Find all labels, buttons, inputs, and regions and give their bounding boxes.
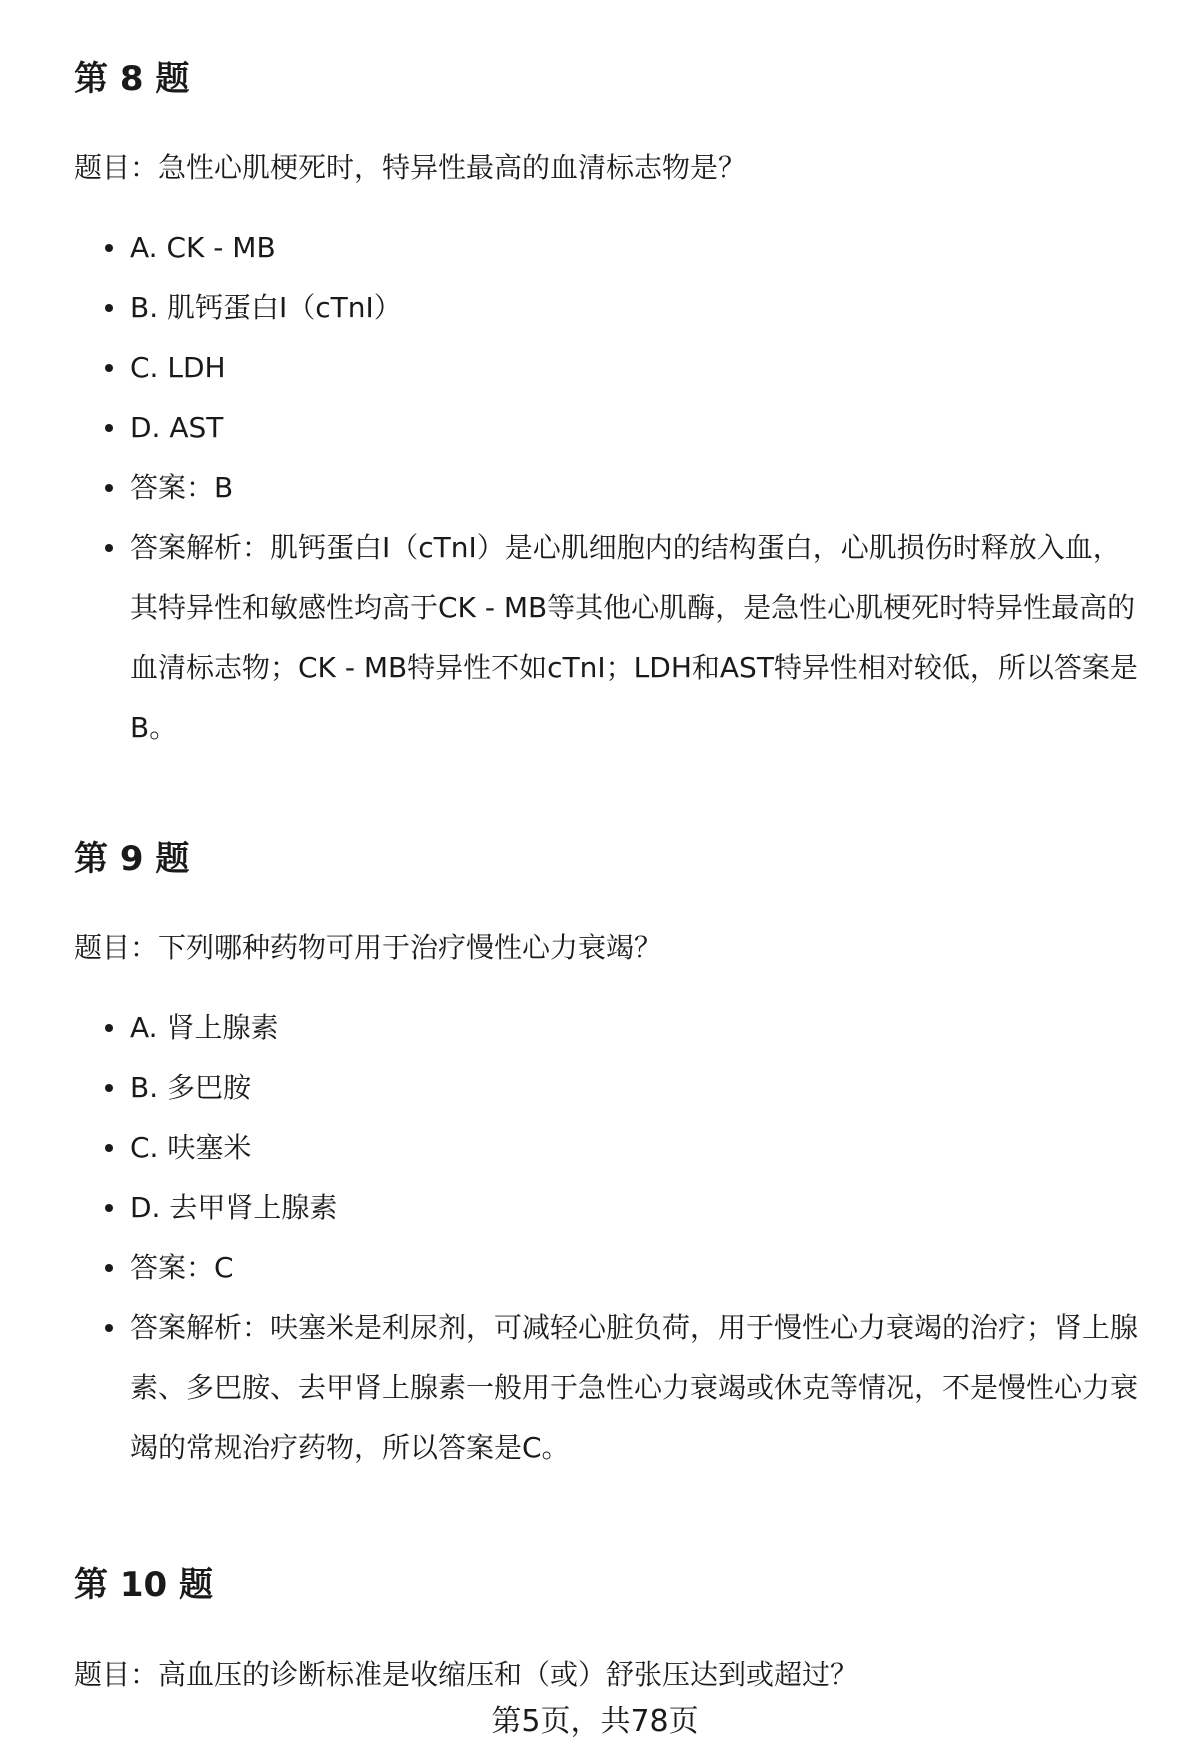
question-8-stem: 题目：急性心肌梗死时，特异性最高的血清标志物是？ bbox=[74, 151, 747, 184]
answer: 答案：B bbox=[0, 458, 1190, 518]
option-c: C. 呋塞米 bbox=[0, 1118, 1190, 1178]
option-a: A. 肾上腺素 bbox=[0, 998, 1190, 1058]
question-9-title: 第 9 题 bbox=[74, 839, 190, 879]
page-number-footer: 第5页，共78页 bbox=[491, 1704, 699, 1739]
option-d: D. 去甲肾上腺素 bbox=[0, 1178, 1190, 1238]
question-10-stem: 题目：高血压的诊断标准是收缩压和（或）舒张压达到或超过？ bbox=[74, 1658, 859, 1691]
answer-explanation: 答案解析：肌钙蛋白I（cTnI）是心肌细胞内的结构蛋白，心肌损伤时释放入血，其特异性和敏感性均高于CK - MB等其他心肌酶，是急性心肌梗死时特异性最高的血清标志物；CK - MB特异性不如cTnI；LDH和AST特异性相对较低，所以答案是B。 bbox=[0, 518, 1190, 758]
option-a: A. CK - MB bbox=[0, 218, 1190, 278]
question-9-options bbox=[0, 998, 1190, 1478]
option-d: D. AST bbox=[0, 398, 1190, 458]
option-b: B. 肌钙蛋白I（cTnI） bbox=[0, 278, 1190, 338]
option-b: B. 多巴胺 bbox=[0, 1058, 1190, 1118]
option-c: C. LDH bbox=[0, 338, 1190, 398]
answer-explanation: 答案解析：呋塞米是利尿剂，可减轻心脏负荷，用于慢性心力衰竭的治疗；肾上腺素、多巴胺、去甲肾上腺素一般用于急性心力衰竭或休克等情况，不是慢性心力衰竭的常规治疗药物，所以答案是C。 bbox=[0, 1298, 1190, 1478]
question-8-title: 第 8 题 bbox=[74, 59, 190, 99]
question-9-stem: 题目：下列哪种药物可用于治疗慢性心力衰竭？ bbox=[74, 931, 663, 964]
answer: 答案：C bbox=[0, 1238, 1190, 1298]
question-8-options bbox=[0, 218, 1190, 758]
question-10-title: 第 10 题 bbox=[74, 1565, 213, 1605]
